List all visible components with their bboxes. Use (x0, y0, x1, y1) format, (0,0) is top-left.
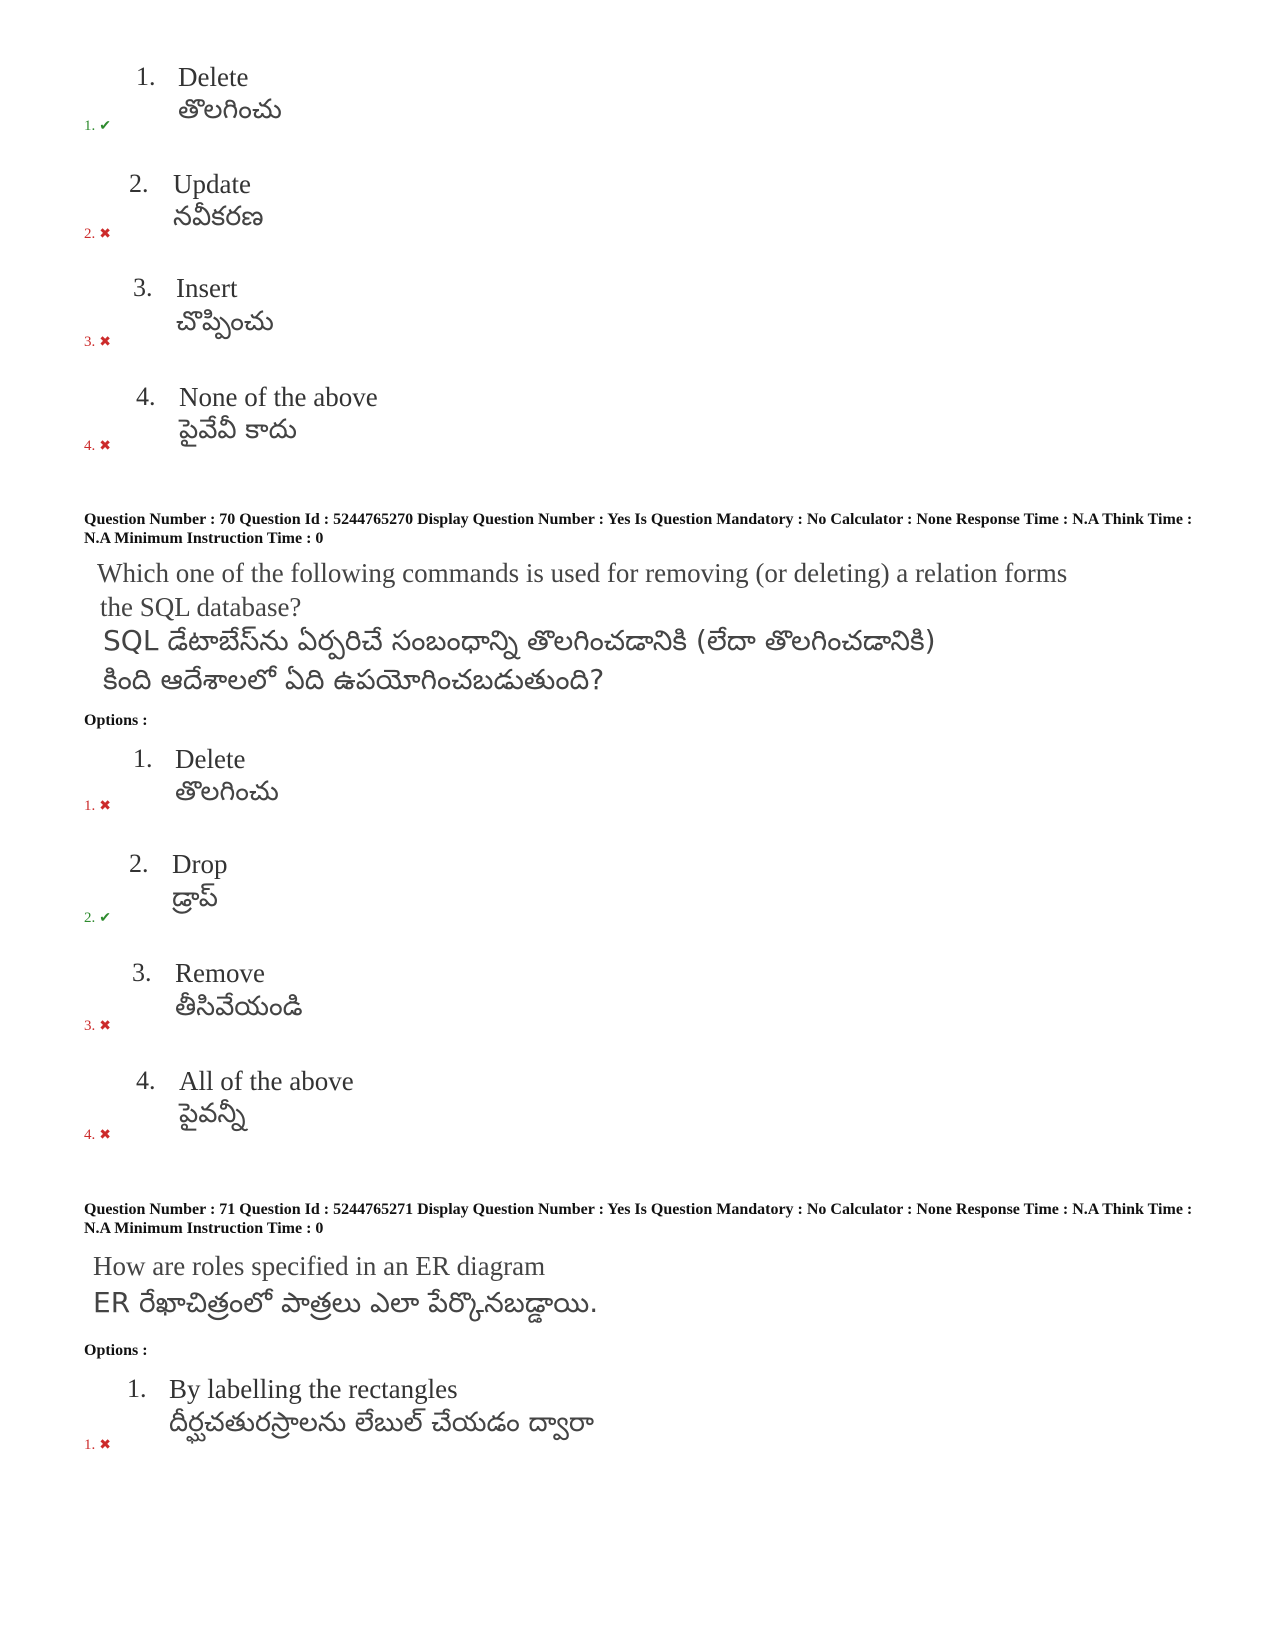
option-text-te: పైవన్నీ (179, 1098, 246, 1129)
option-number: 3. (132, 958, 152, 987)
cross-icon: ✖ (99, 1438, 111, 1453)
option-text-en: Insert (176, 273, 238, 303)
answer-mark: 1. ✖ (84, 798, 111, 814)
cross-icon: ✖ (99, 799, 111, 814)
answer-mark: 2. ✖ (84, 226, 111, 242)
option-text-te: తీసివేయండి (175, 991, 303, 1022)
option-text-en: By labelling the rectangles (169, 1374, 458, 1404)
cross-icon: ✖ (99, 1128, 111, 1143)
option-number: 1. (133, 744, 153, 773)
check-icon: ✔ (99, 119, 111, 134)
answer-mark: 4. ✖ (84, 1127, 111, 1143)
answer-mark: 4. ✖ (84, 438, 111, 454)
question-text-en-line1: Which one of the following commands is used for removing (or deleting) a relation forms (97, 558, 1068, 588)
question-text-en-line1: How are roles specified in an ER diagram (93, 1251, 546, 1281)
option-number: 2. (129, 169, 149, 198)
option-number: 1. (127, 1374, 147, 1403)
option-text-te: తొలగించు (175, 776, 279, 807)
question-text-te-line2: కింది ఆదేశాలలో ఏది ఉపయోగించబడుతుంది? (103, 663, 605, 696)
check-icon: ✔ (99, 911, 111, 926)
option-text-en: Update (173, 169, 251, 199)
question-meta: Question Number : 70 Question Id : 5244765270 Display Question Number : Yes Is Question Mandatory : No Calculator : None Response Time : N.A Think Time : N.A Minimum Instruction Time : 0 (84, 511, 1193, 547)
option-text-en: Drop (172, 849, 228, 879)
option-number: 3. (133, 273, 153, 302)
option-text-te: తొలగించు (178, 94, 282, 125)
option-text-te: దీర్ఘచతురస్రాలను లేబుల్ చేయడం ద్వారా (169, 1407, 595, 1438)
option-number: 1. (136, 62, 156, 91)
answer-mark: 1. ✖ (84, 1437, 111, 1453)
option-number: 4. (136, 382, 156, 411)
cross-icon: ✖ (99, 439, 111, 454)
option-text-te: చొప్పించు (176, 306, 274, 337)
option-text-en: Delete (175, 744, 246, 774)
answer-mark: 1. ✔ (84, 118, 111, 134)
answer-mark: 3. ✖ (84, 334, 111, 350)
options-label: Options : (84, 712, 148, 729)
question-text-te-line1: ER రేఖాచిత్రంలో పాత్రలు ఎలా పేర్కొనబడ్డాయి. (93, 1286, 599, 1319)
cross-icon: ✖ (99, 227, 111, 242)
answer-mark: 3. ✖ (84, 1018, 111, 1034)
answer-mark: 2. ✔ (84, 910, 111, 926)
cross-icon: ✖ (99, 335, 111, 350)
question-meta: Question Number : 71 Question Id : 5244765271 Display Question Number : Yes Is Question Mandatory : No Calculator : None Response Time : N.A Think Time : N.A Minimum Instruction Time : 0 (84, 1201, 1193, 1237)
option-text-en: All of the above (179, 1066, 354, 1096)
option-text-te: పైవేవీ కాదు (179, 414, 297, 445)
option-number: 4. (136, 1066, 156, 1095)
option-text-en: Remove (175, 958, 265, 988)
question-text-te-line1: SQL డేటాబేస్‌ను ఏర్పరిచే సంబంధాన్ని తొలగించడానికి (లేదా తొలగించడానికి) (103, 624, 936, 657)
options-label: Options : (84, 1342, 148, 1359)
option-number: 2. (129, 849, 149, 878)
cross-icon: ✖ (99, 1019, 111, 1034)
option-text-en: None of the above (179, 382, 378, 412)
option-text-te: నవీకరణ (173, 201, 264, 232)
option-text-en: Delete (178, 62, 249, 92)
option-text-te: డ్రాప్ (172, 882, 218, 913)
question-text-en-line2: the SQL database? (100, 592, 302, 622)
